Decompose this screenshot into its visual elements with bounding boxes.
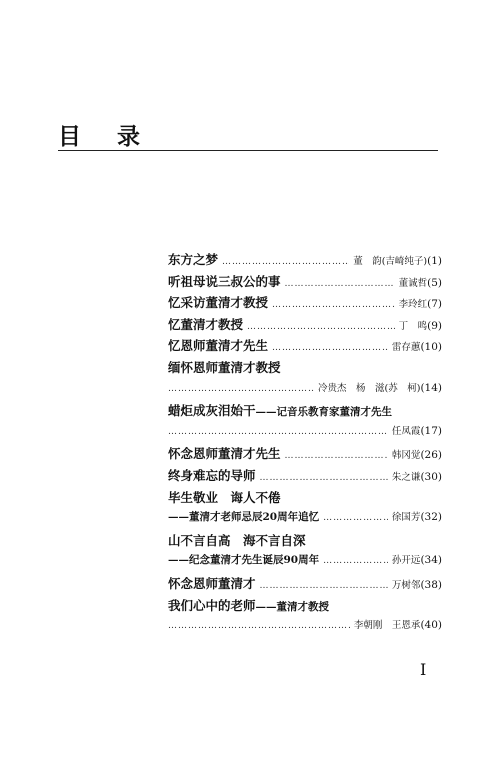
dot-leader	[323, 513, 388, 523]
entry-page: (10)	[420, 341, 442, 354]
entry-subtitle: ——董清才教授	[255, 600, 330, 613]
toc-entry[interactable]	[168, 466, 442, 488]
toc-list	[168, 250, 442, 639]
dot-leader	[285, 279, 395, 289]
entry-page: (34)	[420, 554, 442, 567]
toc-entry-continuation[interactable]	[168, 423, 442, 445]
toc-entry[interactable]	[168, 596, 442, 618]
toc-entry-continuation[interactable]	[168, 380, 442, 402]
entry-title: 毕生敬业 诲人不倦	[168, 489, 281, 505]
toc-entry[interactable]	[168, 315, 442, 337]
entry-page: (9)	[427, 319, 442, 332]
toc-entry[interactable]	[168, 401, 442, 423]
entry-title: 山不言自高 海不言自深	[168, 532, 306, 548]
toc-entry[interactable]	[168, 272, 442, 294]
toc-entry[interactable]	[168, 250, 442, 272]
entry-page: (40)	[420, 619, 442, 632]
toc-entry-continuation[interactable]	[168, 509, 442, 531]
entry-author: 董 韵(吉崎纯子)	[353, 256, 428, 267]
entry-page: (38)	[420, 578, 442, 591]
heading-rule	[58, 150, 438, 151]
entry-author: 丁 鸣	[398, 320, 428, 332]
dot-leader	[260, 473, 388, 483]
entry-author: 徐国芳	[391, 512, 421, 524]
dot-leader	[285, 451, 388, 461]
dot-leader	[260, 581, 388, 591]
entry-author: 雷存蕙	[391, 342, 421, 354]
toc-entry[interactable]	[168, 488, 442, 510]
entry-author: 孙开远	[391, 555, 421, 567]
dot-leader	[272, 343, 388, 353]
dot-leader	[168, 427, 388, 437]
toc-entry[interactable]	[168, 336, 442, 358]
entry-title: 忆董清才教授	[168, 316, 244, 332]
entry-title: 东方之梦	[168, 252, 219, 267]
entry-page: (14)	[420, 381, 442, 394]
entry-subtitle: ——记音乐教育家董清才先生	[255, 406, 393, 419]
dot-leader	[323, 556, 388, 566]
dot-leader	[247, 322, 395, 332]
dot-leader	[222, 257, 349, 267]
dot-leader	[168, 384, 314, 394]
entry-author: 万树邻	[391, 579, 421, 591]
entry-subtitle: ——董清才老师忌辰20周年追忆	[168, 511, 320, 524]
entry-subtitle: ——纪念董清才先生诞辰90周年	[168, 554, 320, 567]
toc-entry[interactable]	[168, 531, 442, 553]
toc-entry[interactable]	[168, 293, 442, 315]
entry-title: 听祖母说三叔公的事	[168, 273, 281, 289]
toc-heading: 目 录	[58, 123, 155, 150]
entry-page: (1)	[427, 255, 442, 267]
dot-leader	[168, 621, 350, 631]
entry-author: 李玲红	[398, 299, 428, 311]
entry-title: 忆恩师董清才先生	[168, 338, 269, 354]
entry-title: 忆采访董清才教授	[168, 295, 269, 311]
entry-title: 怀念恩师董清才先生	[168, 446, 281, 462]
entry-title: 终身难忘的导师	[168, 467, 256, 483]
entry-author: 韩冈觉	[391, 450, 421, 462]
entry-title: 缅怀恩师董清才教授	[168, 359, 281, 375]
entry-author: 冷贵杰 杨 滋(苏 柯)	[318, 382, 421, 394]
toc-entry[interactable]	[168, 574, 442, 596]
entry-author: 任凤霞	[391, 425, 421, 437]
dot-leader	[272, 300, 395, 310]
toc-entry[interactable]	[168, 358, 442, 380]
entry-title: 蜡炬成灰泪始干	[168, 403, 256, 419]
toc-entry[interactable]	[168, 444, 442, 466]
entry-title: 怀念恩师董清才	[168, 575, 256, 591]
entry-page: (17)	[420, 424, 442, 437]
entry-page: (7)	[427, 298, 442, 311]
toc-entry-continuation[interactable]	[168, 552, 442, 574]
toc-entry-continuation[interactable]	[168, 617, 442, 639]
entry-page: (30)	[420, 470, 442, 483]
entry-author: 李朝刚 王恩承	[353, 620, 421, 632]
entry-page: (26)	[420, 449, 442, 462]
entry-author: 董诚哲	[398, 277, 428, 289]
entry-page: (32)	[420, 511, 442, 524]
entry-author: 朱之谦	[391, 471, 421, 483]
page-folio: I	[420, 660, 427, 679]
entry-page: (5)	[427, 276, 442, 289]
entry-title: 我们心中的老师	[168, 597, 256, 613]
